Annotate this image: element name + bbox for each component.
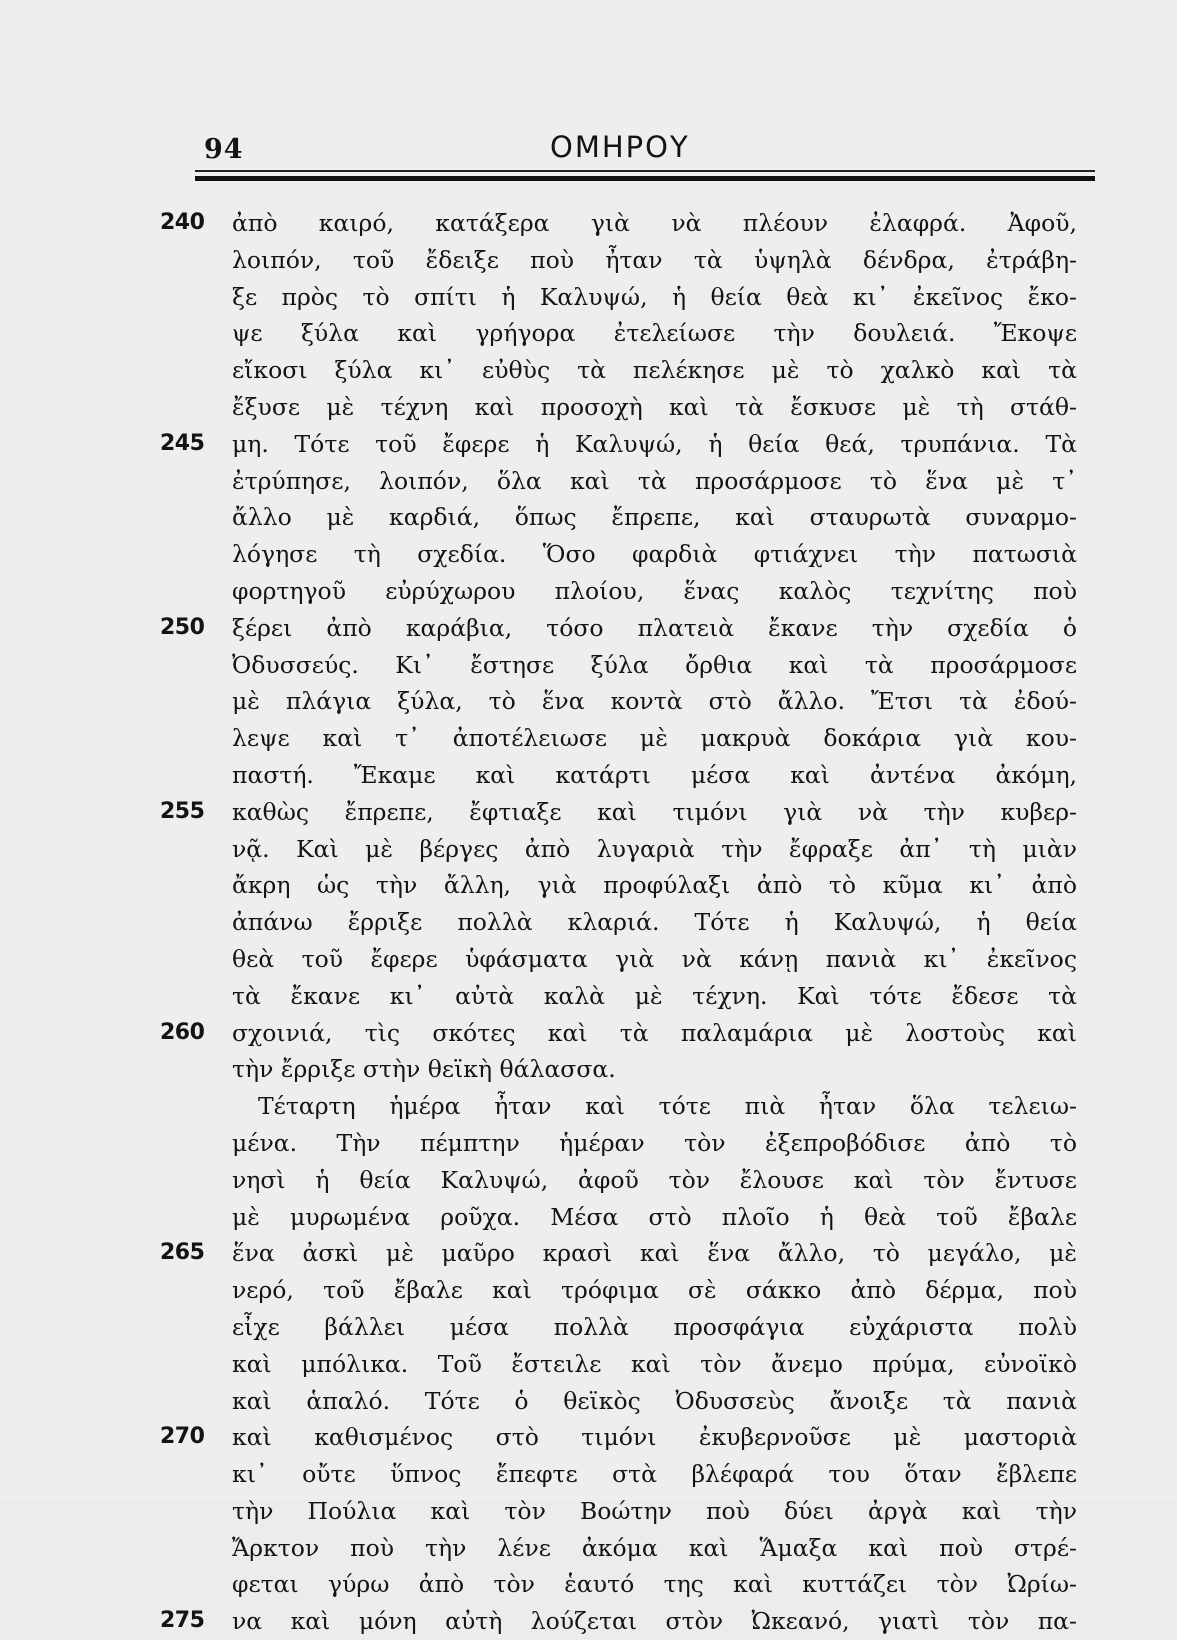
- text-line: [160, 831, 1080, 868]
- text-line: [160, 1346, 1080, 1383]
- line-text: λόγησε τὴ σχεδία. Ὅσο φαρδιὰ φτιάχνει τὴν πατωσιὰ: [232, 540, 1077, 569]
- text-line: [160, 499, 1080, 536]
- line-text: καὶ μπόλικα. Τοῦ ἔστειλε καὶ τὸν ἄνεμο πρύμα, εὐνοϊκὸ: [232, 1349, 1077, 1378]
- text-line: [160, 794, 1080, 831]
- text-line: [160, 1493, 1080, 1530]
- text-line: [160, 1125, 1080, 1162]
- running-title: ΟΜΗΡΟΥ: [550, 130, 690, 164]
- text-line: [160, 1309, 1080, 1346]
- line-text: μένα. Τὴν πέμπτην ἡμέραν τὸν ἐξεπροβόδισε ἀπὸ τὸ: [232, 1128, 1077, 1157]
- text-line: [160, 352, 1080, 389]
- line-number: 250: [160, 614, 205, 640]
- text-line: [160, 205, 1080, 242]
- line-text: ἀπὸ καιρό, κατάξερα γιὰ νὰ πλέουν ἐλαφρά. Ἀφοῦ,: [232, 209, 1077, 237]
- line-number: 265: [160, 1240, 205, 1266]
- text-line: [160, 1235, 1080, 1272]
- text-line: [160, 1015, 1080, 1052]
- line-text: ἄλλο μὲ καρδιά, ὅπως ἔπρεπε, καὶ σταυρωτὰ συναρμο-: [232, 503, 1077, 532]
- line-text: ψε ξύλα καὶ γρήγορα ἐτελείωσε τὴν δουλειά. Ἔκοψε: [232, 319, 1077, 348]
- line-text: λοιπόν, τοῦ ἔδειξε ποὺ ἦταν τὰ ὑψηλὰ δένδρα, ἐτράβη-: [232, 245, 1077, 274]
- text-line: [160, 720, 1080, 757]
- text-line: [160, 1530, 1080, 1567]
- text-line: [160, 941, 1080, 978]
- line-number: 255: [160, 798, 205, 824]
- text-line: [160, 1199, 1080, 1236]
- text-line: [160, 536, 1080, 573]
- line-number: 245: [160, 430, 205, 456]
- line-number: 240: [160, 210, 205, 235]
- text-line: [160, 1603, 1080, 1640]
- line-text: μὲ μυρωμένα ροῦχα. Μέσα στὸ πλοῖο ἡ θεὰ τοῦ ἔβαλε: [232, 1202, 1077, 1231]
- header-rule-thin: [195, 170, 1095, 172]
- line-number: 270: [160, 1424, 205, 1450]
- text-line: [160, 279, 1080, 316]
- text-line: [160, 978, 1080, 1015]
- line-text: κι᾽ οὔτε ὕπνος ἔπεφτε στὰ βλέφαρά του ὅταν ἔβλεπε: [232, 1460, 1077, 1489]
- line-text: ἄκρη ὡς τὴν ἄλλη, γιὰ προφύλαξι ἀπὸ τὸ κῦμα κι᾽ ἀπὸ: [232, 871, 1077, 900]
- line-text: ἀπάνω ἔρριξε πολλὰ κλαριά. Τότε ἡ Καλυψώ, ἡ θεία: [232, 908, 1077, 937]
- line-number: 275: [160, 1608, 205, 1634]
- line-text: φορτηγοῦ εὐρύχωρου πλοίου, ἕνας καλὸς τεχνίτης ποὺ: [232, 576, 1077, 605]
- line-number: 260: [160, 1019, 205, 1045]
- line-text: μη. Τότε τοῦ ἔφερε ἡ Καλυψώ, ἡ θεία θεά, τρυπάνια. Τὰ: [232, 429, 1077, 458]
- line-text: ἕνα ἀσκὶ μὲ μαῦρο κρασὶ καὶ ἕνα ἄλλο, τὸ μεγάλο, μὲ: [232, 1239, 1077, 1268]
- text-line: [160, 573, 1080, 610]
- line-text: τὴν ἔρριξε στὴν θεϊκὴ θάλασσα.: [232, 1055, 616, 1084]
- line-text: παστή. Ἔκαμε καὶ κατάρτι μέσα καὶ ἀντένα ἀκόμη,: [232, 760, 1077, 789]
- text-line: [160, 463, 1080, 500]
- line-text: ἔξυσε μὲ τέχνη καὶ προσοχὴ καὶ τὰ ἔσκυσε μὲ τὴ στάθ-: [232, 392, 1077, 421]
- line-text: καὶ ἁπαλό. Τότε ὁ θεϊκὸς Ὀδυσσεὺς ἄνοιξε τὰ πανιὰ: [232, 1386, 1077, 1415]
- line-text: ξε πρὸς τὸ σπίτι ἡ Καλυψώ, ἡ θεία θεὰ κι᾽ ἐκεῖνος ἔκο-: [232, 282, 1077, 311]
- line-text: τὴν Πούλια καὶ τὸν Βοώτην ποὺ δύει ἀργὰ καὶ τὴν: [232, 1496, 1077, 1525]
- line-text: Ὀδυσσεύς. Κι᾽ ἔστησε ξύλα ὄρθια καὶ τὰ προσάρμοσε: [232, 650, 1077, 679]
- text-line: [160, 867, 1080, 904]
- text-line: [160, 1272, 1080, 1309]
- line-text: ἐτρύπησε, λοιπόν, ὅλα καὶ τὰ προσάρμοσε τὸ ἕνα μὲ τ᾽: [232, 466, 1077, 495]
- text-block: [160, 205, 1080, 1640]
- text-line: [160, 1456, 1080, 1493]
- text-line: [160, 683, 1080, 720]
- line-text: φεται γύρω ἀπὸ τὸν ἑαυτό της καὶ κυττάζει τὸν Ὠρίω-: [232, 1570, 1077, 1599]
- text-line: [160, 1088, 1080, 1125]
- line-text: να καὶ μόνη αὐτὴ λούζεται στὸν Ὠκεανό, γιατὶ τὸν πα-: [232, 1607, 1077, 1636]
- page-header: [200, 130, 1095, 170]
- text-line: [160, 1051, 1080, 1088]
- line-text: μὲ πλάγια ξύλα, τὸ ἕνα κοντὰ στὸ ἄλλο. Ἔτσι τὰ ἐδού-: [232, 687, 1077, 716]
- line-text: εἶχε βάλλει μέσα πολλὰ προσφάγια εὐχάριστα πολὺ: [232, 1312, 1077, 1341]
- text-line: [160, 1383, 1080, 1420]
- text-line: [160, 426, 1080, 463]
- text-line: [160, 904, 1080, 941]
- text-line: [160, 389, 1080, 426]
- text-line: [160, 610, 1080, 647]
- text-line: [160, 1566, 1080, 1603]
- line-text: ξέρει ἀπὸ καράβια, τόσο πλατειὰ ἔκανε τὴν σχεδία ὁ: [232, 613, 1077, 642]
- line-text: σχοινιά, τὶς σκότες καὶ τὰ παλαμάρια μὲ λοστοὺς καὶ: [232, 1018, 1077, 1047]
- line-text: Τέταρτη ἡμέρα ἦταν καὶ τότε πιὰ ἦταν ὅλα τελειω-: [258, 1092, 1077, 1121]
- text-line: [160, 757, 1080, 794]
- line-text: καθὼς ἔπρεπε, ἔφτιαξε καὶ τιμόνι γιὰ νὰ τὴν κυβερ-: [232, 797, 1077, 826]
- text-line: [160, 1419, 1080, 1456]
- line-text: τὰ ἔκανε κι᾽ αὐτὰ καλὰ μὲ τέχνη. Καὶ τότε ἔδεσε τὰ: [232, 981, 1077, 1010]
- line-text: εἴκοσι ξύλα κι᾽ εὐθὺς τὰ πελέκησε μὲ τὸ χαλκὸ καὶ τὰ: [232, 356, 1077, 385]
- header-rule-thick: [195, 176, 1095, 181]
- line-text: καὶ καθισμένος στὸ τιμόνι ἐκυβερνοῦσε μὲ μαστοριὰ: [232, 1423, 1077, 1452]
- line-text: νᾷ. Καὶ μὲ βέργες ἀπὸ λυγαριὰ τὴν ἔφραξε ἀπ᾽ τὴ μιὰν: [232, 834, 1077, 863]
- line-text: Ἄρκτον ποὺ τὴν λένε ἀκόμα καὶ Ἅμαξα καὶ ποὺ στρέ-: [232, 1533, 1077, 1562]
- text-line: [160, 1162, 1080, 1199]
- page-number: 94: [204, 134, 244, 165]
- line-text: νησὶ ἡ θεία Καλυψώ, ἀφοῦ τὸν ἔλουσε καὶ τὸν ἔντυσε: [232, 1165, 1077, 1194]
- line-text: θεὰ τοῦ ἔφερε ὑφάσματα γιὰ νὰ κάνῃ πανιὰ κι᾽ ἐκεῖνος: [232, 944, 1077, 973]
- line-text: λεψε καὶ τ᾽ ἀποτέλειωσε μὲ μακρυὰ δοκάρια γιὰ κου-: [232, 724, 1077, 753]
- text-line: [160, 315, 1080, 352]
- line-text: νερό, τοῦ ἔβαλε καὶ τρόφιμα σὲ σάκκο ἀπὸ δέρμα, ποὺ: [232, 1276, 1077, 1305]
- text-line: [160, 647, 1080, 684]
- text-line: [160, 242, 1080, 279]
